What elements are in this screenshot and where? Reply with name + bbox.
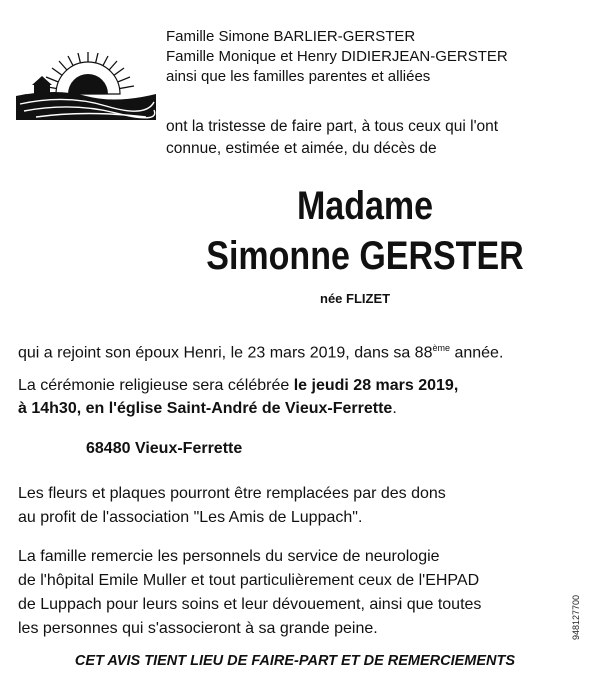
thanks-line: les personnes qui s'associeront à sa grande peine. bbox=[18, 620, 378, 637]
thanks-paragraph bbox=[18, 545, 481, 641]
ceremony-line bbox=[18, 374, 458, 397]
family-line: Famille Monique et Henry DIDIERJEAN-GERSTER bbox=[166, 48, 508, 65]
ceremony-line bbox=[18, 397, 458, 420]
deceased-title: Madame bbox=[296, 184, 434, 228]
thanks-line: de Luppach pour leurs soins et leur dévouement, ainsi que toutes bbox=[18, 596, 482, 613]
ceremony-end: . bbox=[392, 400, 397, 417]
intro-text bbox=[166, 116, 498, 160]
thanks-line: La famille remercie les personnels du service de neurologie bbox=[18, 548, 440, 565]
ordinal-suffix: ème bbox=[432, 343, 450, 353]
ceremony-date: le jeudi 28 mars 2019, bbox=[293, 377, 459, 394]
thanks-line: de l'hôpital Emile Muller et tout particulièrement ceux de l'EHPAD bbox=[18, 572, 480, 589]
family-line: Famille Simone BARLIER-GERSTER bbox=[166, 28, 416, 45]
footer-notice: CET AVIS TIENT LIEU DE FAIRE-PART ET DE REMERCIEMENTS bbox=[74, 653, 516, 669]
town-address: 68480 Vieux-Ferrette bbox=[86, 440, 243, 457]
flowers-line: Les fleurs et plaques pourront être remplacées par des dons bbox=[18, 485, 446, 502]
intro-line: connue, estimée et aimée, du décès de bbox=[166, 140, 437, 157]
family-line: ainsi que les familles parentes et alliées bbox=[166, 68, 431, 85]
maiden-name: née FLIZET bbox=[320, 291, 391, 306]
families-block bbox=[166, 27, 508, 87]
ceremony-intro: La cérémonie religieuse sera célébrée bbox=[18, 377, 294, 394]
intro-line: ont la tristesse de faire part, à tous ceux qui l'ont bbox=[166, 118, 499, 135]
reference-code: 9481277​00 bbox=[571, 594, 581, 640]
sunrise-landscape-icon bbox=[16, 50, 156, 120]
ceremony-place: à 14h30, en l'église Saint-André de Vieux-Ferrette bbox=[18, 400, 393, 417]
flowers-line: au profit de l'association "Les Amis de Luppach". bbox=[18, 509, 363, 526]
flowers-paragraph bbox=[18, 482, 446, 530]
ceremony-paragraph bbox=[18, 374, 458, 420]
death-paragraph bbox=[18, 337, 503, 364]
death-text: qui a rejoint son époux Henri, le 23 mars 2019, dans sa 88 bbox=[18, 344, 433, 362]
death-text-end: année. bbox=[450, 344, 504, 362]
deceased-name: Simonne GERSTER bbox=[206, 234, 524, 278]
